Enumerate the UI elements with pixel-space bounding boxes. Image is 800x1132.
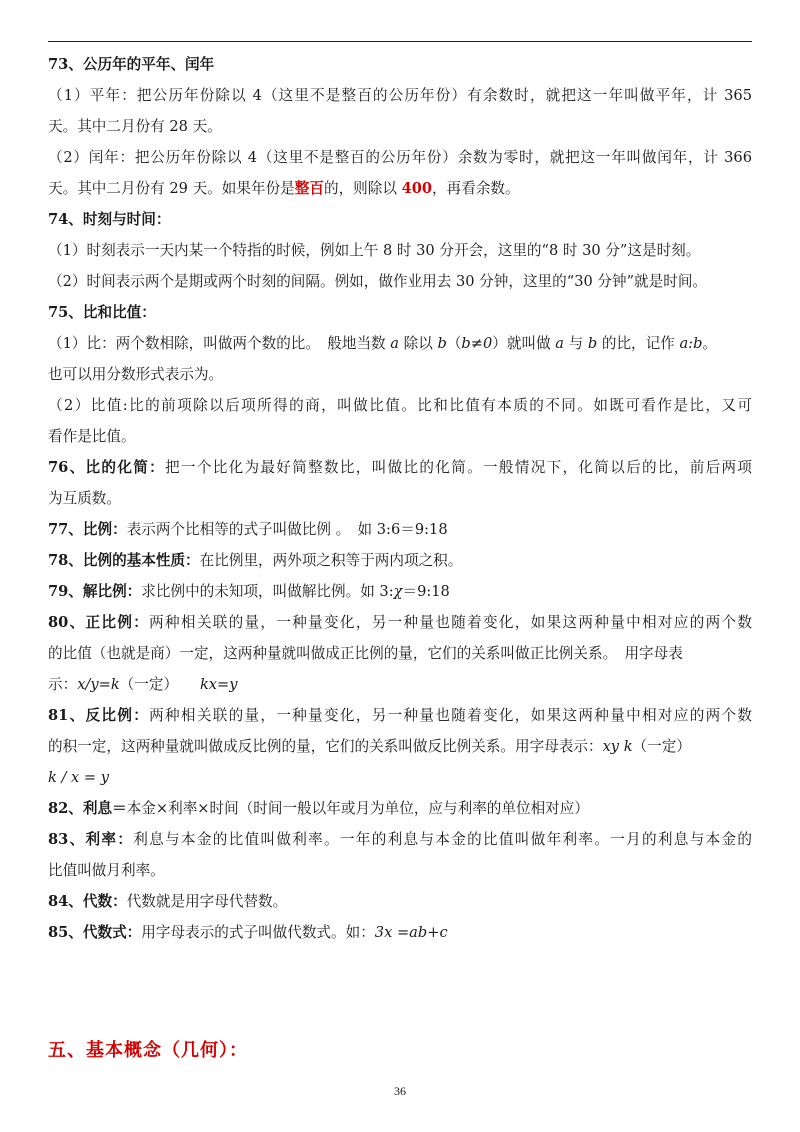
text-span: （一定） xyxy=(632,738,691,755)
highlight-whole-hundred: 整百 xyxy=(294,180,324,197)
item-73-p1-line2: 天。其中二月份有 28 天。 xyxy=(48,118,222,135)
text-span: （1）比：两个数相除，叫做两个数的比。 般地当数 xyxy=(48,335,391,352)
text-span: 天。其中二月份有 29 天。如果年份是 xyxy=(48,180,295,197)
text-span: 代数就是用字母代替数。 xyxy=(126,893,288,910)
header-rule xyxy=(48,41,752,42)
item-76-line1 xyxy=(48,452,752,483)
item-81-label: 81、反比例： xyxy=(48,707,150,724)
text-span: （ xyxy=(446,335,462,352)
text-span: 利息与本金的比值叫做利率。一年的利息与本金的比值叫做年利率。一月的利息与本金的 xyxy=(133,831,752,848)
item-85 xyxy=(48,917,752,948)
item-79 xyxy=(48,576,752,607)
text-span: 。 xyxy=(702,335,718,352)
text-span: 在比例里，两外项之积等于两内项之积。 xyxy=(199,552,463,569)
variable-a: a xyxy=(555,335,564,352)
item-76-line2: 为互质数。 xyxy=(48,490,121,507)
item-78-label: 78、比例的基本性质： xyxy=(48,552,200,569)
section-heading: 五、基本概念（几何）： xyxy=(48,1040,248,1061)
item-74-p2: （2）时间表示两个是期或两个时刻的间隔。例如，做作业用去 30 分钟，这里的“30 分钟”就是时间。 xyxy=(48,273,708,290)
page-number: 36 xyxy=(394,1084,406,1098)
item-74-title: 74、时刻与时间： xyxy=(48,211,171,228)
text-span: ，再看余数。 xyxy=(432,180,520,197)
text-span: 的积一定，这两种量就叫做成反比例的量，它们的关系叫做反比例关系。用字母表示： xyxy=(48,738,603,755)
page-content xyxy=(48,49,752,948)
text-span: 表示两个比相等的式子叫做比例 。 如 3:6＝9:18 xyxy=(126,521,448,538)
item-81-line1 xyxy=(48,700,752,731)
text-span: （一定） xyxy=(119,676,200,693)
text-span: 两种相关联的量，一种量变化，另一种量也随着变化，如果这两种量中相对应的两个数 xyxy=(149,614,752,631)
item-80-label: 80、正比例： xyxy=(48,614,150,631)
highlight-400: 400 xyxy=(401,180,433,197)
item-77-label: 77、比例： xyxy=(48,521,127,538)
item-75-p1-line2: 也可以用分数形式表示为。 xyxy=(48,366,224,383)
item-85-label: 85、代数式： xyxy=(48,924,142,941)
item-76-label: 76、比的化简： xyxy=(48,459,166,476)
text-span: 的比，记作 xyxy=(597,335,680,352)
item-84 xyxy=(48,886,752,917)
text-span: ＝9:18 xyxy=(402,583,450,600)
text-span: ）就叫做 xyxy=(492,335,556,352)
item-77 xyxy=(48,514,752,545)
item-81-line3: k / x = y xyxy=(48,769,110,786)
text-span: 求比例中的未知项，叫做解比例。如 3: xyxy=(141,583,394,600)
formula-direct-product: kx=y xyxy=(199,676,238,693)
item-80-line3 xyxy=(48,669,752,700)
text-span: 与 xyxy=(564,335,588,352)
item-73-p1-line1: （1）平年：把公历年份除以 4（这里不是整百的公历年份）有余数时，就把这一年叫做平年，计 365 xyxy=(48,87,752,104)
item-83-line2: 比值叫做月利率。 xyxy=(48,862,165,879)
item-73-p2-line1: （2）闰年：把公历年份除以 4（这里不是整百的公历年份）余数为零时，就把这一年叫做闰年，计 366 xyxy=(48,149,752,166)
text-span: 的，则除以 xyxy=(323,180,402,197)
item-78 xyxy=(48,545,752,576)
item-73-p2-line2 xyxy=(48,173,752,204)
item-73-title: 73、公历年的平年、闰年 xyxy=(48,56,215,73)
item-82-label: 82、利息＝ xyxy=(48,800,127,817)
item-79-label: 79、解比例： xyxy=(48,583,142,600)
text-span: 本金×利率×时间（时间一般以年或月为单位，应与利率的单位相对应） xyxy=(126,800,589,817)
variable-b: b xyxy=(587,335,598,352)
b-not-zero: b≠0 xyxy=(461,335,493,352)
variable-b: b xyxy=(437,335,447,352)
item-81-line2 xyxy=(48,731,752,762)
item-75-p2-line1: （2）比值:比的前项除以后项所得的商，叫做比值。比和比值有本质的不同。如既可看作是比，又可 xyxy=(48,397,752,414)
text-span: 用字母表示的式子叫做代数式。如： xyxy=(141,924,375,941)
ratio-expression: a:b xyxy=(679,335,703,352)
item-82 xyxy=(48,793,752,824)
formula-direct-ratio: x/y=k xyxy=(77,676,120,693)
text-span: 除以 xyxy=(399,335,438,352)
item-84-label: 84、代数： xyxy=(48,893,127,910)
item-75-title: 75、比和比值： xyxy=(48,304,156,321)
text-span: 把一个比化为最好简整数比，叫做比的化简。一般情况下，化简以后的比，前后两项 xyxy=(165,459,752,476)
item-83-label: 83、利率： xyxy=(48,831,134,848)
item-80-line1 xyxy=(48,607,752,638)
variable-a: a xyxy=(390,335,399,352)
text-span: 两种相关联的量，一种量变化，另一种量也随着变化，如果这两种量中相对应的两个数 xyxy=(149,707,752,724)
item-75-p2-line2: 看作是比值。 xyxy=(48,428,136,445)
item-75-p1-line1 xyxy=(48,328,752,359)
variable-x: χ xyxy=(393,583,403,600)
formula-algebraic: 3x =ab+c xyxy=(374,924,448,941)
formula-inverse-product: xy k xyxy=(602,738,633,755)
text-span: 示： xyxy=(48,676,78,693)
item-83-line1 xyxy=(48,824,752,855)
item-80-line2: 的比值（也就是商）一定，这两种量就叫做成正比例的量，它们的关系叫做正比例关系。 用字母表 xyxy=(48,645,683,662)
item-74-p1: （1）时刻表示一天内某一个特指的时候，例如上午 8 时 30 分开会，这里的“8 时 30 分”这是时刻。 xyxy=(48,242,701,259)
